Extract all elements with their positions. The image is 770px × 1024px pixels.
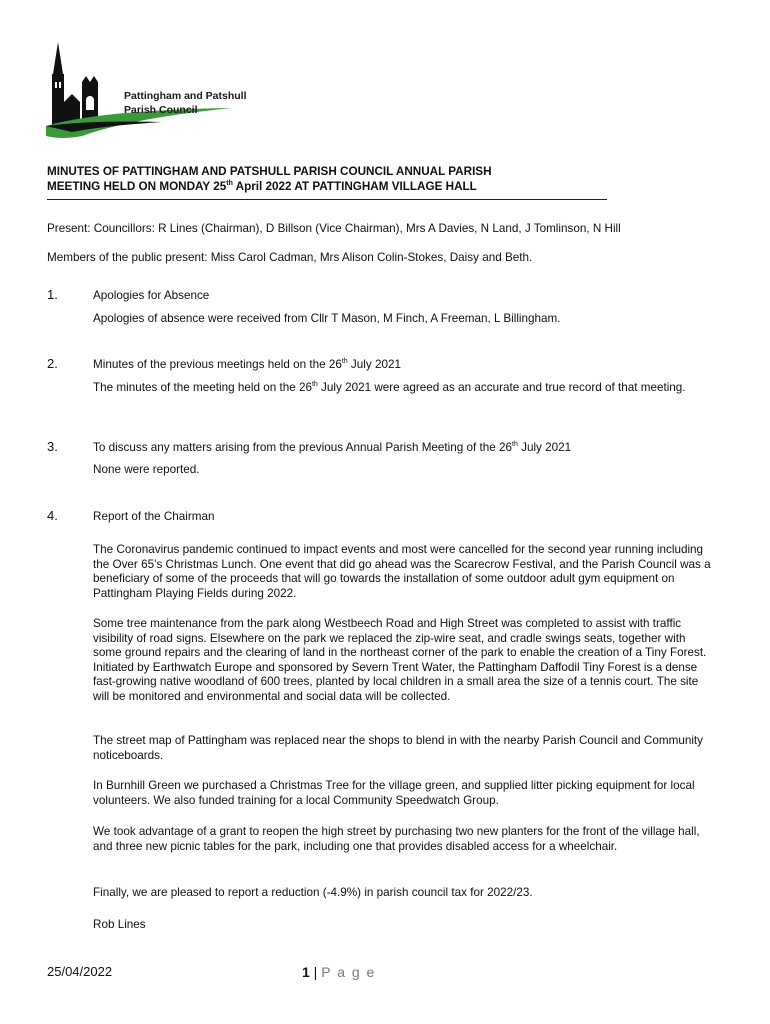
item-2-number: 2. (47, 356, 58, 371)
title-line-2 (47, 179, 727, 194)
chairman-report-paragraph: The Coronavirus pandemic continued to impact events and most were cancelled for the second year running including the Over 65’s Christmas Lunch. One event that did go ahead was the Scarecrow Festival, and the Parish Council was a beneficiary of some of the proceeds that will go towards the installation of some outdoor adult gym equipment on Pattingham Playing Fields during 2022. (93, 543, 711, 600)
chairman-report-paragraph: Finally, we are pleased to report a reduction (-4.9%) in parish council tax for 2022/23. (93, 886, 533, 899)
logo-line-1: Pattingham and Patshull (124, 90, 247, 102)
item-2-body-sup: th (311, 381, 318, 389)
item-2-body-pre: The minutes of the meeting held on the 26 (93, 381, 312, 394)
page-separator: | (309, 964, 322, 980)
chairman-report-paragraph: Some tree maintenance from the park along Westbeech Road and High Street was completed to assist with traffic visibility of road signs. Elsewhere on the park we replaced the zip-wire seat, and cradle swings seats, together with some ground repairs and the clearing of land in the northeast corner of the park to enable the creation of a Tiny Forest. Initiated by Earthwatch Europe and sponsored by Severn Trent Water, the Pattingham Daffodil Tiny Forest is a dense fast-growing native woodland of 600 trees, planted by local children in a small area the size of a tennis court. The site will be monitored and environmental and social data will be collected. (93, 617, 707, 703)
footer-date: 25/04/2022 (47, 964, 113, 979)
title-line-2-post: April 2022 AT PATTINGHAM VILLAGE HALL (232, 180, 477, 193)
item-3-heading-pre: To discuss any matters arising from the previous Annual Parish Meeting of the 26 (93, 441, 513, 454)
item-4-number: 4. (47, 508, 58, 523)
item-2-body (93, 381, 703, 396)
document-title (47, 164, 727, 194)
page-word: P a g e (321, 964, 376, 980)
logo-line-2: Parish Council (124, 104, 198, 116)
item-2-heading-post: July 2021 (347, 358, 401, 371)
item-2-heading-pre: Minutes of the previous meetings held on the 26 (93, 358, 342, 371)
item-1-number: 1. (47, 287, 58, 302)
title-underline (47, 199, 607, 200)
item-4-heading: Report of the Chairman (93, 510, 215, 523)
item-2-heading-sup: th (341, 358, 348, 366)
public-present: Members of the public present: Miss Carol Cadman, Mrs Alison Colin-Stokes, Daisy and Beth. (47, 251, 533, 264)
item-1-body: Apologies of absence were received from Cllr T Mason, M Finch, A Freeman, L Billingham. (93, 312, 561, 325)
parish-council-logo (42, 40, 252, 140)
item-1-heading: Apologies for Absence (93, 289, 210, 302)
item-2-heading (93, 358, 401, 373)
chairman-report-paragraph: We took advantage of a grant to reopen the high street by purchasing two new planters for the front of the village hall, and three new picnic tables for the park, including one that provides disabled access for a wheelchair. (93, 825, 700, 853)
footer-page-number (302, 964, 376, 980)
item-3-heading-sup: th (512, 441, 518, 449)
present-councillors: Present: Councillors: R Lines (Chairman), D Billson (Vice Chairman), Mrs A Davies, N Land, J Tomlinson, N Hill (47, 222, 621, 235)
item-2-body-post: July 2021 were agreed as an accurate and true record of that meeting. (317, 381, 686, 394)
title-line-1: MINUTES OF PATTINGHAM AND PATSHULL PARISH COUNCIL ANNUAL PARISH (47, 165, 492, 178)
item-3-heading-post: July 2021 (517, 441, 572, 454)
chairman-report-paragraph: The street map of Pattingham was replaced near the shops to blend in with the nearby Parish Council and Community noticeboards. (93, 734, 704, 762)
item-3-number: 3. (47, 439, 58, 454)
title-line-2-sup: th (226, 180, 233, 188)
title-line-2-pre: MEETING HELD ON MONDAY 25 (47, 180, 227, 193)
item-3-heading (93, 441, 733, 456)
page-number: 1 (302, 964, 310, 980)
item-3-body: None were reported. (93, 463, 200, 476)
signature-name: Rob Lines (93, 918, 146, 931)
chairman-report-paragraph: In Burnhill Green we purchased a Christmas Tree for the village green, and supplied litter picking equipment for local volunteers. We also funded training for a local Community Speedwatch Group. (93, 779, 695, 807)
